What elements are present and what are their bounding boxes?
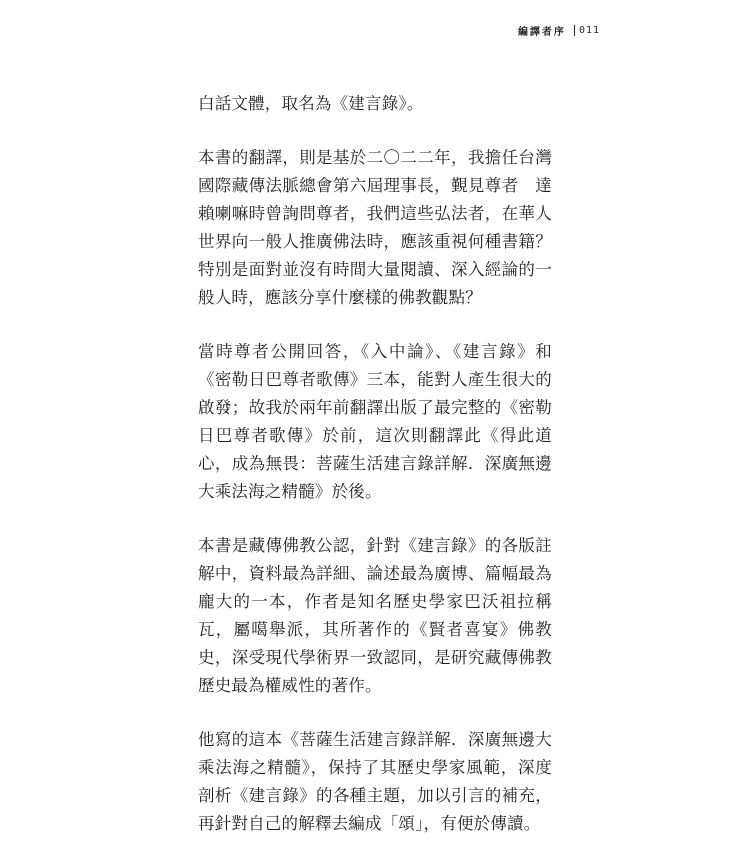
page-number: 011: [578, 25, 600, 36]
body-text: [198, 90, 552, 864]
paragraph: 白話文體，取名為《建言錄》。: [198, 94, 424, 113]
paragraph: 本書的翻譯，則是基於二〇二二年，我擔任台灣國際藏傳法脈總會第六屆理事長，覲見尊者 達賴喇嘛時曾詢問尊者，我們這些弘法者，在華人世界向一般人推廣佛法時，應該重視何種書籍？特別是面對並沒有時間大量閱讀、深入經論的一般人時，應該分享什麼樣的佛教觀點？: [198, 148, 552, 307]
chapter-title: 編譯者序: [517, 27, 566, 38]
paragraph: 他寫的這本《菩薩生活建言錄詳解．深廣無邊大乘法海之精髓》，保持了其歷史學家風範，深度剖析《建言錄》的各種主題，加以引言的補充，再針對自己的解釋去編成「頌」，有便於傳讀。: [198, 730, 552, 833]
paragraph: 本書是藏傳佛教公認，針對《建言錄》的各版註解中，資料最為詳細、論述最為廣博、篇幅最為龐大的一本，作者是知名歷史學家巴沃祖拉稱瓦，屬噶舉派，其所著作的《賢者喜宴》佛教史，深受現代學術界一致認同，是研究藏傳佛教歷史最為權威性的著作。: [198, 536, 552, 695]
header-divider: [574, 25, 575, 36]
paragraph: 當時尊者公開回答，《入中論》、《建言錄》和《密勒日巴尊者歌傳》三本，能對人產生很大的啟發；故我於兩年前翻譯出版了最完整的《密勒日巴尊者歌傳》於前，這次則翻譯此《得此道心，成為無畏：菩薩生活建言錄詳解．深廣無邊大乘法海之精髓》於後。: [198, 342, 552, 501]
running-header: [518, 23, 600, 38]
